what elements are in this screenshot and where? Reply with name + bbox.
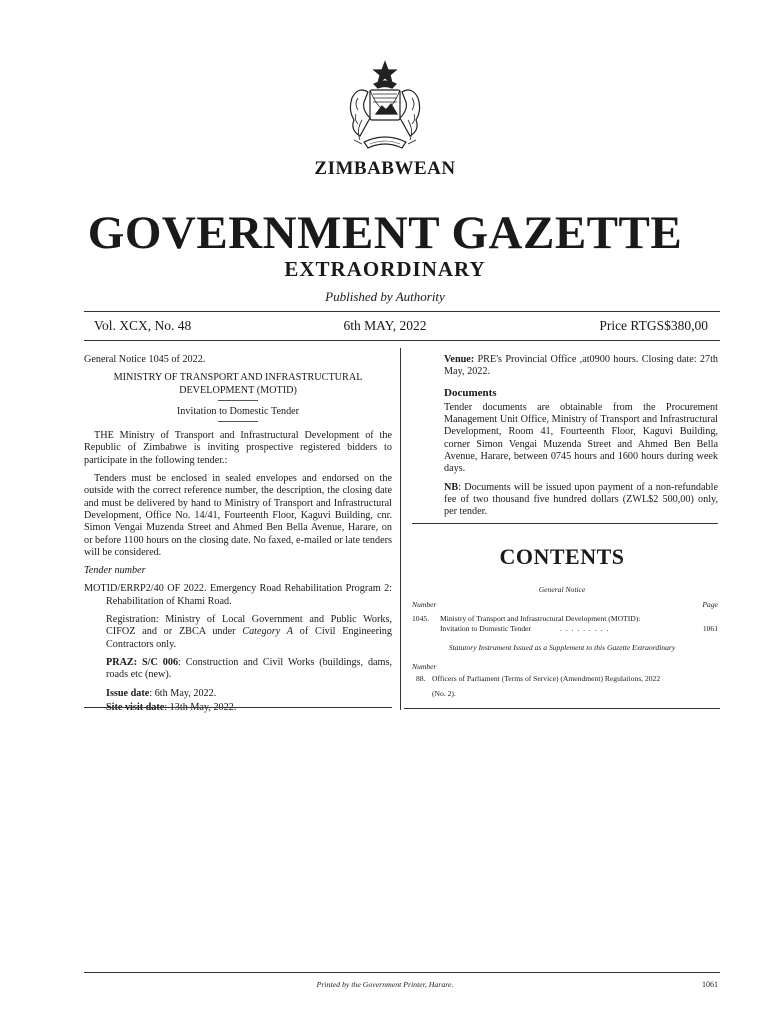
contents-number-label: Number: [412, 600, 437, 609]
contents-entry-title: Ministry of Transport and Infrastructural Development (MOTID):: [440, 614, 641, 623]
si-entry-number: 88.: [416, 674, 426, 683]
left-column-end-rule: [84, 707, 392, 708]
header-rule-top: [84, 311, 720, 312]
notice-instructions: Tenders must be enclosed in sealed envelopes and endorsed on the outside with the correct reference number, the description, the closing date and must be delivered by hand to Ministry of Transport and Infrastructural Development, Office No. 14/41, Fourteenth Floor, Kaguvi Building, cnr. Simon Vengai Muzenda Street and Ahmed Ben Bella Avenue, Harare, on or before 1100 hours on the closing date. No faxed, e-mailed or late tenders will be considered.: [84, 473, 392, 558]
contents-entry-leader: . . . . . . . . .: [560, 624, 610, 633]
site-visit-line: Site visit date: 13th May, 2022.: [106, 701, 237, 713]
right-column-rule: [412, 523, 718, 524]
coat-of-arms-icon: [340, 58, 430, 156]
contents-general-notice-label: General Notice: [538, 585, 586, 594]
volume-number: Vol. XCX, No. 48: [94, 318, 192, 333]
contents-entry-page: 1061: [702, 624, 718, 633]
tender-reference: MOTID/ERRP2/40 OF 2022. Emergency Road Rehabilitation Program 2: Rehabilitation of Khami Road.: [84, 583, 392, 607]
divider: [218, 421, 258, 422]
authority-line: Published by Authority: [325, 289, 445, 304]
contents-end-rule: [404, 708, 720, 709]
contents-entry-number: 1045.: [412, 614, 430, 623]
issue-date: 6th MAY, 2022: [343, 318, 427, 333]
documents-heading: Documents: [444, 386, 497, 399]
notice-intro: THE Ministry of Transport and Infrastructural Development of the Republic of Zimbabwe is inviting prospective registered bidders to participate in the following tender.:: [84, 430, 392, 466]
notice-heading: Invitation to Domestic Tender: [176, 405, 300, 417]
si-entry-title: Officers of Parliament (Terms of Service) (Amendment) Regulations, 2022: [432, 674, 661, 683]
contents-entry-subtitle: Invitation to Domestic Tender: [440, 624, 532, 633]
column-separator: [400, 348, 401, 710]
printer-credit: Printed by the Government Printer, Harare.: [316, 980, 454, 989]
gazette-title: GOVERNMENT GAZETTE: [87, 207, 683, 259]
contents-title: CONTENTS: [499, 544, 625, 569]
statutory-instrument-heading: Statutory Instrument Issued as a Supplement to this Gazette Extraordinary: [448, 643, 676, 652]
page-number: 1061: [702, 980, 718, 989]
documents-text: Tender documents are obtainable from the Procurement Management Unit Office, Ministry of Transport and Infrastructural Development, Room 41, Fourteenth Floor, Kaguvi Building, corner Simon Vengai Muzenda Street and Ahmed Ben Bella Avenue, Harare, between 0745 hours and 1600 hours during week days.: [444, 401, 718, 475]
right-column: [412, 354, 718, 525]
registration-requirement: Registration: Ministry of Local Government and Public Works, CIFOZ and or ZBCA under Category A of Civil Engineering Contractors only.: [106, 614, 392, 650]
footer-rule: [84, 972, 720, 973]
venue-line: Venue: PRE's Provincial Office ,at0900 hours. Closing date: 27th May, 2022.: [444, 354, 718, 378]
divider: [218, 400, 258, 401]
header-rule-bottom: [84, 340, 720, 341]
notice-number: General Notice 1045 of 2022.: [84, 354, 206, 365]
left-column: [84, 354, 392, 720]
issue-price: Price RTGS$380,00: [599, 318, 708, 333]
praz-requirement: PRAZ: S/C 006: Construction and Civil Works (buildings, dams, roads etc (new).: [106, 656, 392, 681]
contents-page-label: Page: [702, 600, 718, 609]
si-number-label: Number: [412, 662, 437, 671]
issue-date-line: Issue date: 6th May, 2022.: [106, 687, 217, 699]
country-name: ZIMBABWEAN: [314, 158, 456, 179]
tender-number-label: Tender number: [84, 565, 146, 577]
edition-label: EXTRAORDINARY: [284, 257, 486, 281]
si-entry-subtitle: (No. 2).: [432, 689, 456, 698]
ministry-name: MINISTRY OF TRANSPORT AND INFRASTRUCTURAL DEVELOPMENT (MOTID): [113, 372, 363, 396]
nb-text: NB: Documents will be issued upon payment of a non-refundable fee of two thousand five hundred dollars (ZWL$2 500,00) only, per tender.: [444, 481, 718, 518]
